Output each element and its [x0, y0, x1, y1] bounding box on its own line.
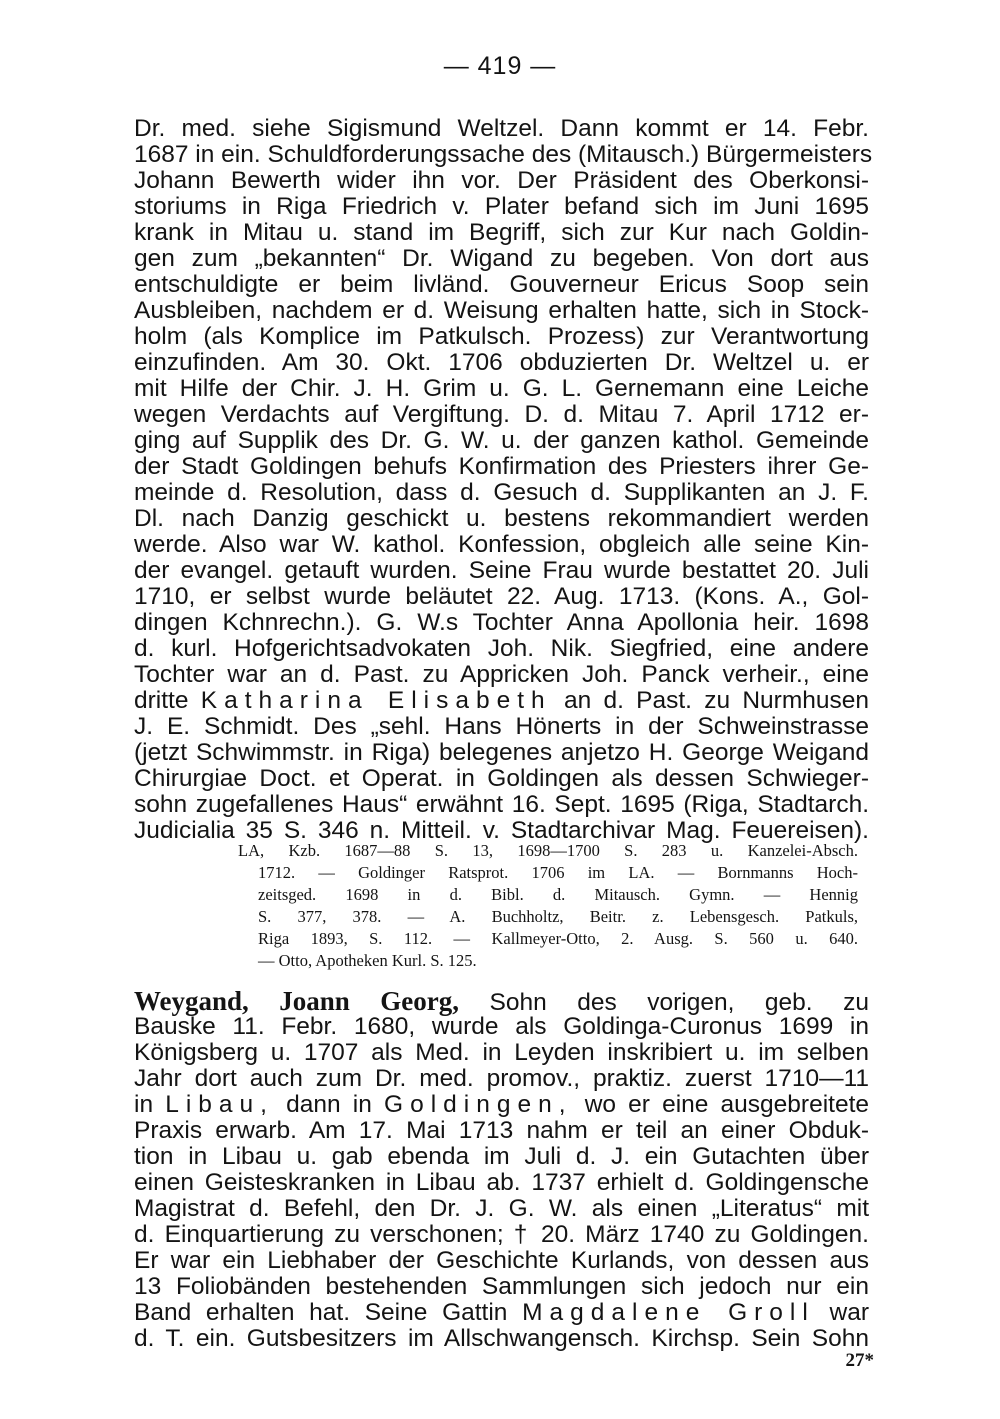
text-line: einen Geisteskranken in Libau ab. 1737 erhielt d. Goldingensche [134, 1169, 869, 1196]
source-line: LA, Kzb. 1687—88 S. 13, 1698—1700 S. 283 u. Kanzelei-Absch. [238, 841, 858, 860]
text-line: der evangel. getauft wurden. Seine Frau wurde bestattet 20. Juli [134, 557, 869, 584]
text-line: einzufinden. Am 30. Okt. 1706 obduzierten Dr. Weltzel u. er [134, 349, 869, 376]
text-segment: wo er eine ausgebreitete [584, 1091, 870, 1118]
text-line: gen zum „bekannten“ Dr. Wigand zu begeben. Von dort aus [134, 245, 869, 272]
text-line: d. kurl. Hofgerichtsadvokaten Joh. Nik. Siegfried, eine andere [134, 635, 869, 662]
text-line: Tochter war an d. Past. zu Appricken Joh. Panck verheir., eine [134, 661, 869, 688]
text-line: Chirurgiae Doct. et Operat. in Goldingen als dessen Schwieger- [134, 765, 869, 792]
text-segment: in [134, 1091, 154, 1118]
text-segment: Band erhalten hat. Seine Gattin [134, 1299, 508, 1326]
text-line: 1687 in ein. Schuldforderungssache des (Mitausch.) Bürgermeisters [134, 141, 873, 168]
text-line: ging auf Supplik des Dr. G. W. u. der ganzen kathol. Gemeinde [134, 427, 869, 454]
text-line: storiums in Riga Friedrich v. Plater befand sich im Juni 1695 [134, 193, 869, 220]
text-line: krank in Mitau u. stand im Begriff, sich zur Kur nach Goldin- [134, 219, 869, 246]
text-line: Magistrat d. Befehl, den Dr. J. G. W. als einen „Literatus“ mit [134, 1195, 869, 1222]
text-line: d. Einquartierung zu verschonen; † 20. März 1740 zu Goldingen. [134, 1221, 869, 1248]
spaced-place: Libau, [165, 1091, 274, 1118]
text-segment: war [829, 1299, 869, 1326]
text-line: Ausbleiben, nachdem er d. Weisung erhalten hatte, sich in Stock- [134, 297, 869, 324]
text-segment: dann in [286, 1091, 372, 1118]
text-line: Königsberg u. 1707 als Med. in Leyden inskribiert u. im selben [134, 1039, 869, 1066]
text-line: werde. Also war W. kathol. Konfession, obgleich alle seine Kin- [134, 531, 869, 558]
text-line: Johann Bewerth wider ihn vor. Der Präsident des Oberkonsi- [134, 167, 869, 194]
source-line: S. 377, 378. — A. Buchholtz, Beitr. z. Lebensgesch. Patkuls, [258, 907, 858, 926]
text-line: tion in Libau u. gab ebenda im Juli d. J. ein Gutachten über [134, 1143, 869, 1170]
text-line: d. T. ein. Gutsbesitzers im Allschwangensch. Kirchsp. Sein Sohn [134, 1325, 869, 1352]
spaced-name: Katharina Elisabeth [200, 687, 552, 714]
text-line: Praxis erwarb. Am 17. Mai 1713 nahm er teil an einer Obduk- [134, 1117, 869, 1144]
text-line: sohn zugefallenes Haus“ erwähnt 16. Sept. 1695 (Riga, Stadtarch. [134, 791, 869, 818]
text-line: holm (als Komplice im Patkulsch. Prozess) zur Verantwortung [134, 323, 869, 350]
text-line: (jetzt Schwimmstr. in Riga) belegenes anjetzo H. George Weigand [134, 739, 869, 766]
text-line: Er war ein Liebhaber der Geschichte Kurlands, von dessen aus [134, 1247, 869, 1274]
text-segment: an d. Past. zu Nurmhusen [563, 687, 869, 714]
entry-name: Weygand, Joann Georg, [134, 986, 459, 1016]
text-line: Bauske 11. Febr. 1680, wurde als Goldinga-Curonus 1699 in [134, 1013, 869, 1040]
text-line: meinde d. Resolution, dass d. Gesuch d. Supplikanten an J. F. [134, 479, 869, 506]
text-segment: Sohn des vorigen, geb. zu [489, 989, 870, 1016]
text-line: dingen Kchnrechn.). G. W.s Tochter Anna Apollonia heir. 1698 [134, 609, 869, 636]
source-line: Riga 1893, S. 112. — Kallmeyer-Otto, 2. Ausg. S. 560 u. 640. [258, 929, 858, 948]
text-line: Jahr dort auch zum Dr. med. promov., praktiz. zuerst 1710—11 [134, 1065, 869, 1092]
text-segment: dritte [134, 687, 189, 714]
printer-signature: 27* [845, 1350, 874, 1371]
spaced-name: Magdalene Groll [522, 1299, 815, 1326]
source-line: 1712. — Goldinger Ratsprot. 1706 im LA. — Bornmanns Hoch- [258, 863, 858, 882]
text-line: Dl. nach Danzig geschickt u. bestens rekommandiert werden [134, 505, 869, 532]
text-line: mit Hilfe der Chir. J. H. Grim u. G. L. Gernemann eine Leiche [134, 375, 869, 402]
text-line: Dr. med. siehe Sigismund Weltzel. Dann kommt er 14. Febr. [134, 115, 869, 142]
text-line: der Stadt Goldingen behufs Konfirmation des Priesters ihrer Ge- [134, 453, 869, 480]
text-line: entschuldigte er beim livländ. Gouverneur Ericus Soop sein [134, 271, 869, 298]
source-line: — Otto, Apotheken Kurl. S. 125. [258, 951, 477, 970]
text-line: Judicialia 35 S. 346 n. Mitteil. v. Stadtarchivar Mag. Feuereisen). [134, 817, 869, 844]
source-line: zeitsged. 1698 in d. Bibl. d. Mitausch. Gymn. — Hennig [258, 885, 858, 904]
text-line: J. E. Schmidt. Des „sehl. Hans Hönerts in der Schweinstrasse [134, 713, 869, 740]
text-line: wegen Verdachts auf Vergiftung. D. d. Mitau 7. April 1712 er- [134, 401, 869, 428]
text-line: 13 Foliobänden bestehenden Sammlungen sich jedoch nur ein [134, 1273, 869, 1300]
spaced-place: Goldingen, [384, 1091, 573, 1118]
text-line: 1710, er selbst wurde beläutet 22. Aug. 1713. (Kons. A., Gol- [134, 583, 869, 610]
page-number: — 419 — [443, 52, 557, 80]
